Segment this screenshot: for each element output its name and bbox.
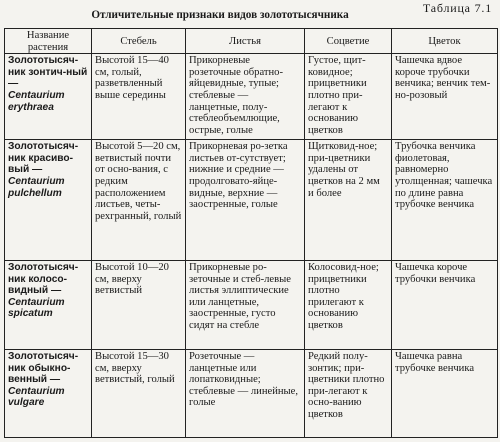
column-header-stem: Стебель [92, 29, 186, 54]
table-row [5, 349, 498, 437]
flower-cell: Трубочка венчика фиолетовая, равномерно утолщенная; чашечка по длине равна трубочке венчика [392, 140, 498, 261]
plant-name-cell [5, 140, 92, 261]
stem-cell: Высотой 10—20 см, вверху ветвистый [92, 260, 186, 349]
plant-name-cell [5, 54, 92, 140]
table-row [5, 140, 498, 261]
inflorescence-cell: Редкий полу-зонтик; при-цветники плотно при-легают к осно-ванию цветков [305, 349, 392, 437]
table-caption: Отличительные признаки видов золототысячника [91, 9, 349, 21]
plant-name-russian: Золототысяч-ник красиво-вый — [8, 141, 79, 176]
inflorescence-cell: Колосовид-ное; прицветники плотно прилегают к основанию цветков [305, 260, 392, 349]
plant-name-russian: Золототысяч-ник обыкно-венный — [8, 350, 79, 386]
leaves-cell: Прикорневые розеточные обратно-яйцевидные, тупые; стеблевые — ланцетные, полу-стеблеобъемлющие, острые, голые [186, 54, 305, 140]
leaves-cell: Розеточные — ланцетные или лопатковидные; стеблевые — линейные, голые [186, 349, 305, 437]
inflorescence-cell: Густое, щит-ковидное; прицветники плотно при-легают к основанию цветков [305, 54, 392, 140]
leaves-cell: Прикорневые ро-зеточные и стеб-левые листья эллиптические или ланцетные, заостренные, густо сидят на стебле [186, 260, 305, 349]
plant-name-russian: Золототысяч-ник зонтич-ный — [8, 55, 88, 90]
inflorescence-cell: Щитковид-ное; при-цветники удалены от цветков на 2 мм и более [305, 140, 392, 261]
plant-name-latin: Centaurium spicatum [8, 296, 65, 320]
comparison-table [4, 28, 498, 438]
header-row [5, 29, 498, 54]
flower-cell: Чашечка вдвое короче трубочки венчика; венчик тем-но-розовый [392, 54, 498, 140]
stem-cell: Высотой 5—20 см, ветвистый почти от осно-вания, с редким расположением листьев, четы-рехгранный, голый [92, 140, 186, 261]
flower-cell: Чашечка короче трубочки венчика [392, 260, 498, 349]
flower-cell: Чашечка равна трубочке венчика [392, 349, 498, 437]
stem-cell: Высотой 15—40 см, голый, разветвленный выше середины [92, 54, 186, 140]
plant-name-latin: Centaurium pulchellum [8, 175, 65, 199]
column-header-name: Название растения [5, 29, 92, 54]
table-row [5, 260, 498, 349]
plant-name-russian: Золототысяч-ник колосо-видный — [8, 261, 79, 297]
leaves-cell: Прикорневая ро-зетка листьев от-сутствует; нижние и средние — продолговато-яйце-видные, верхние — заостренные, голые [186, 140, 305, 261]
plant-name-latin: Centaurium erythraea [8, 89, 65, 113]
table-row [5, 54, 498, 140]
stem-cell: Высотой 15—30 см, вверху ветвистый, голый [92, 349, 186, 437]
plant-name-latin: Centaurium vulgare [8, 385, 65, 409]
plant-name-cell [5, 349, 92, 437]
plant-name-cell [5, 260, 92, 349]
column-header-flower: Цветок [392, 29, 498, 54]
column-header-inflorescence: Соцветие [305, 29, 392, 54]
table-number: Таблица 7.1 [422, 1, 492, 15]
column-header-leaves: Листья [186, 29, 305, 54]
